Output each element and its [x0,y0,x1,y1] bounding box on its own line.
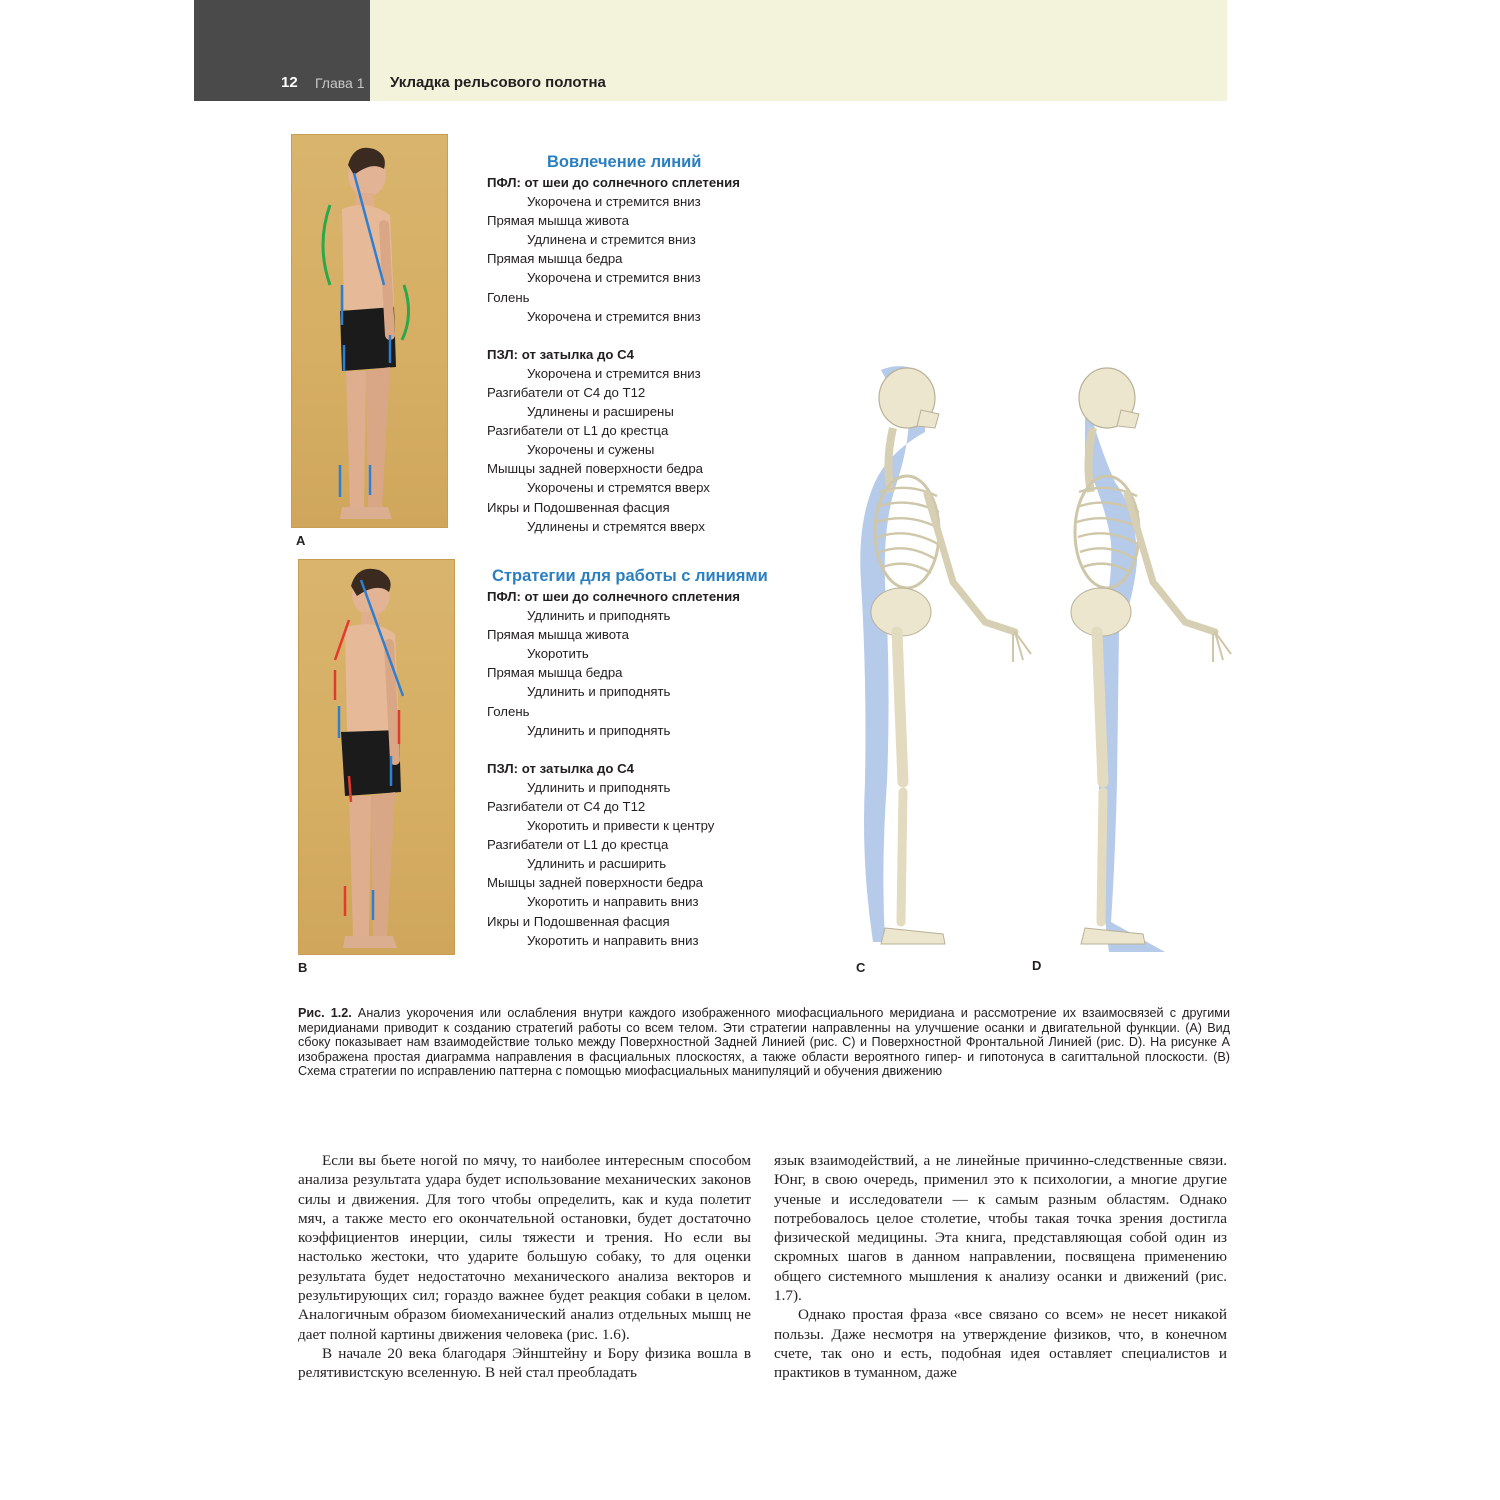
list-heading: ПЗЛ: от затылка до С4 [487,346,634,362]
list-item: Разгибатели от L1 до крестца [487,837,669,853]
list-heading: ПЗЛ: от затылка до С4 [487,760,634,776]
figure-caption [298,1006,1230,1079]
photo-a [291,134,448,528]
caption-text: Анализ укорочения или ослабления внутри каждого изображенного миофасциального меридиана и рассмотрение их взаимосвязей с другими меридианами приводит к созданию стратегий работы со всем телом. Эти стратегии направленны на улучшение осанки и двигательной функции. (A) Вид сбоку показывает нам взаимодействие только между Поверхностной Задней Линией (рис. C) и Поверхностной Фронтальной Линией (рис. D). На рисунке A изображена простая диаграмма направления в фасциальных плоскостях, а также области вероятного гипер- и гипотонуса в сагиттальной плоскости. (B) Схема стратегии по исправлению паттерна с помощью миофасциальных манипуляций и обучения движению [298,1006,1230,1079]
list-item: Разгибатели от L1 до крестца [487,423,669,439]
list-item: Разгибатели от С4 до Т12 [487,384,646,400]
list-item: Голень [487,289,530,305]
figure-label-d: D [1032,958,1042,973]
caption-label: Рис. 1.2. [298,1006,352,1020]
list-item: Разгибатели от С4 до Т12 [487,798,646,814]
list-subitem: Укоротить и направить вниз [527,932,699,948]
list-item: Прямая мышца живота [487,213,630,229]
strategies-list [487,565,807,950]
list-item: Мышцы задней поверхности бедра [487,461,704,477]
involvement-title: Вовлечение линий [547,153,702,171]
body-column-left [298,1151,751,1383]
figure-label-a: A [296,533,306,548]
list-subitem: Удлинены и стремятся вверх [527,518,705,534]
page-number: 12 [281,74,298,91]
list-item: Прямая мышца бедра [487,665,623,681]
figure-label-b: B [298,960,308,975]
body-paragraph: В начале 20 века благодаря Эйнштейну и Бору физика вошла в релятивистскую вселенную. В ней стал преобладать [298,1344,751,1382]
body-paragraph: Если вы бьете ногой по мячу, то наиболее интересным способом анализа результата удара будет использование механических законов силы и движения. Для того чтобы определить, как и куда полетит мяч, а также место его окончательной остановки, будет достаточно коэффициентов инерции, силы тяжести и трения. Но если вы настолько жестоки, что ударите большую собаку, то для оценки результата будет недостаточно механического анализа векторов и результирующих сил; гораздо важнее будет реакция собаки в целом. Аналогичным образом биомеханический анализ отдельных мышц не дает полной картины движения человека (рис. 1.6). [298,1152,751,1343]
list-item: Икры и Подошвенная фасция [487,913,670,929]
involvement-items [487,173,807,536]
list-item: Икры и Подошвенная фасция [487,499,670,515]
body-paragraph: язык взаимодействий, а не линейные причинно-следственные связи. Юнг, в свою очередь, применил это к психологии, а многие другие ученые и исследователи — к самым разным областям. Однако потребовалось целое столетие, чтобы такая точка зрения достигла физической медицины. Эта книга, представляющая собой один из скромных шагов в данном направлении, посвящена применению общего системного мышления к анализу осанки и движений (рис. 1.7). [774,1152,1227,1305]
body-column-right [774,1151,1227,1383]
list-subitem: Удлинена и стремится вниз [527,232,696,248]
list-subitem: Удлинены и расширены [527,404,674,420]
figure-label-c: C [856,960,866,975]
list-subitem: Укорочены и сужены [527,442,655,458]
list-item: Голень [487,703,530,719]
list-subitem: Укоротить [527,646,589,662]
list-subitem: Укорочена и стремится вниз [527,194,701,210]
list-heading: ПФЛ: от шеи до солнечного сплетения [487,589,740,604]
list-subitem: Укорочена и стремится вниз [527,365,701,381]
photo-b [298,559,455,955]
body-paragraph: Однако простая фраза «все связано со всем» не несет никакой пользы. Даже несмотря на утверждение физиков, что, в конечном счете, так оно и есть, подобная идея оставляет специалистов и практиков в туманном, даже [774,1306,1227,1382]
list-spacer [487,326,807,345]
list-subitem: Удлинить и расширить [527,856,667,872]
list-subitem: Удлинить и приподнять [527,722,671,738]
list-subitem: Укорочена и стремится вниз [527,308,701,324]
list-subitem: Укоротить и направить вниз [527,894,699,910]
strategies-title: Стратегии для работы с линиями [492,567,768,585]
chapter-label: Глава 1 [315,75,365,91]
list-subitem: Укорочена и стремится вниз [527,270,701,286]
list-spacer [487,740,807,759]
list-item: Мышцы задней поверхности бедра [487,875,704,891]
skeleton-illustration-d [1045,362,1235,962]
list-subitem: Укоротить и привести к центру [527,818,715,834]
list-item: Прямая мышца живота [487,627,630,643]
list-item: Прямая мышца бедра [487,251,623,267]
list-heading: ПФЛ: от шеи до солнечного сплетения [487,175,740,190]
skeleton-illustration-c [845,362,1035,962]
list-subitem: Удлинить и приподнять [527,684,671,700]
running-title: Укладка рельсового полотна [390,74,606,91]
strategies-items [487,587,807,950]
list-subitem: Удлинить и приподнять [527,608,671,624]
list-subitem: Удлинить и приподнять [527,779,671,795]
involvement-list [487,151,807,536]
list-subitem: Укорочены и стремятся вверх [527,480,710,496]
